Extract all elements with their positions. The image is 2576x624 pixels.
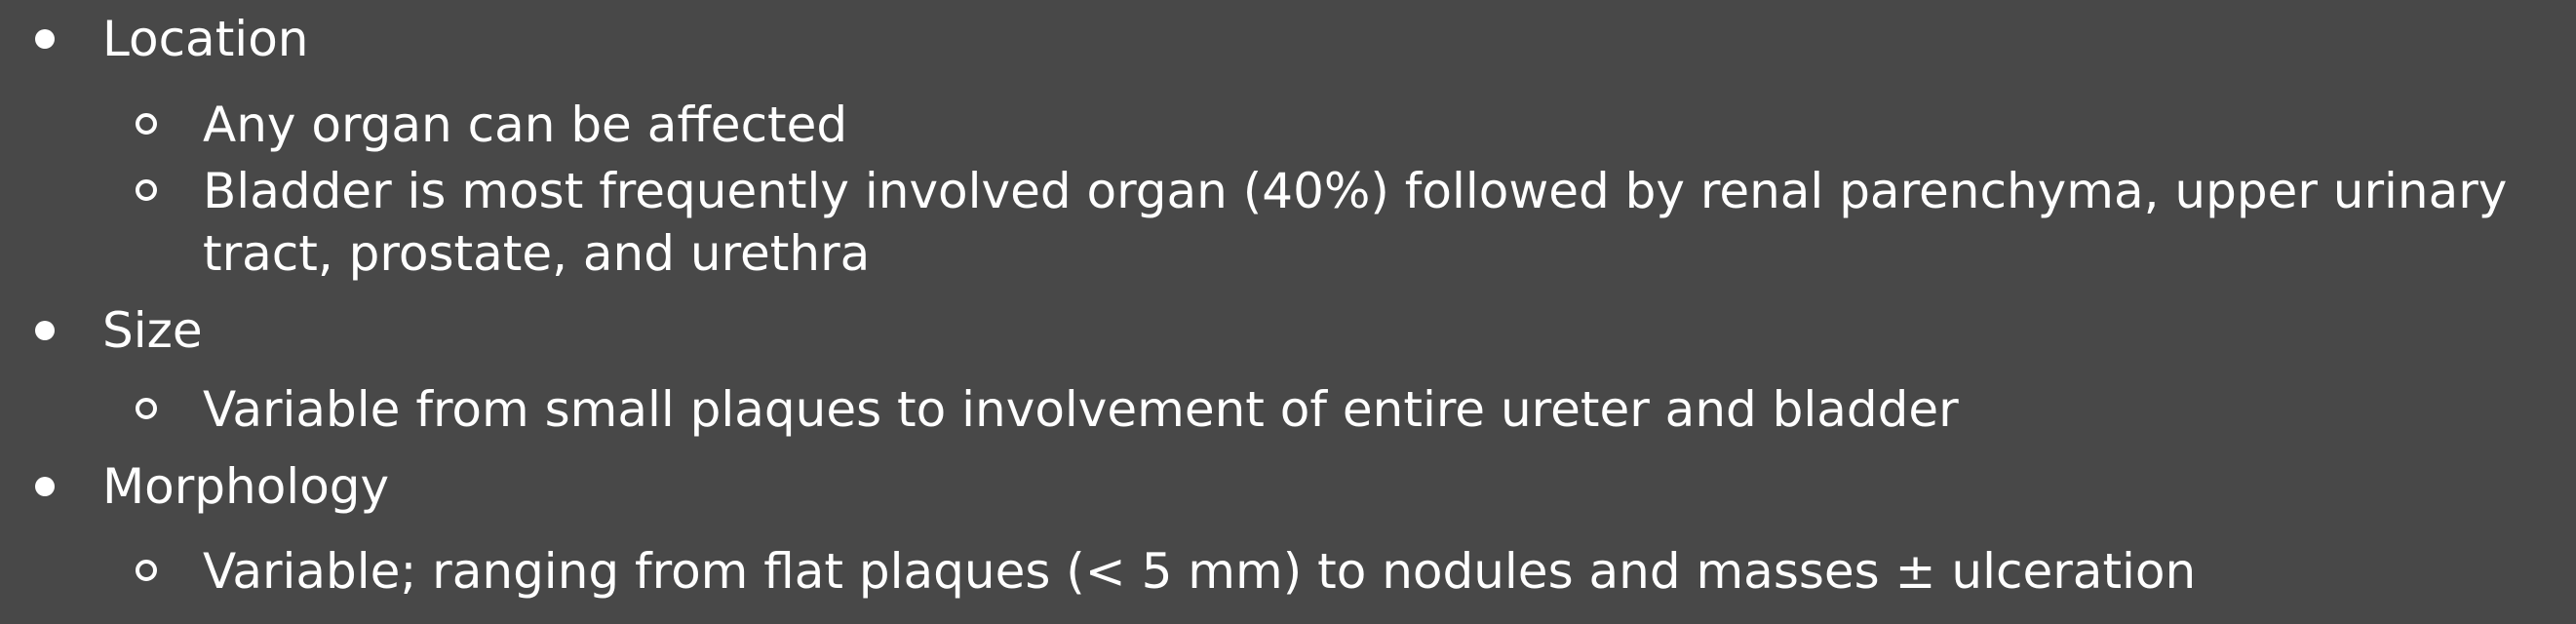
- list-item-location-2-line-1: Bladder is most frequently involved organ (40%) followed by renal parenchyma, upper urinary: [203, 163, 2508, 219]
- list-item-size-1: Variable from small plaques to involvement of entire ureter and bladder: [203, 381, 1959, 438]
- sub-bullet-icon: [136, 398, 157, 419]
- list-item-location-2-line-2: tract, prostate, and urethra: [203, 225, 871, 282]
- section-title-location: Location: [102, 11, 309, 67]
- section-title-morphology: Morphology: [102, 458, 390, 515]
- bullet-icon: [35, 29, 55, 49]
- section-title-size: Size: [102, 302, 203, 359]
- sub-bullet-icon: [136, 179, 157, 201]
- sub-bullet-icon: [136, 113, 157, 135]
- bullet-icon: [35, 321, 55, 340]
- sub-bullet-icon: [136, 560, 157, 581]
- bullet-icon: [35, 477, 55, 496]
- list-item-morphology-1: Variable; ranging from flat plaques (< 5 mm) to nodules and masses ± ulceration: [203, 543, 2197, 600]
- list-item-location-1: Any organ can be affected: [203, 97, 848, 153]
